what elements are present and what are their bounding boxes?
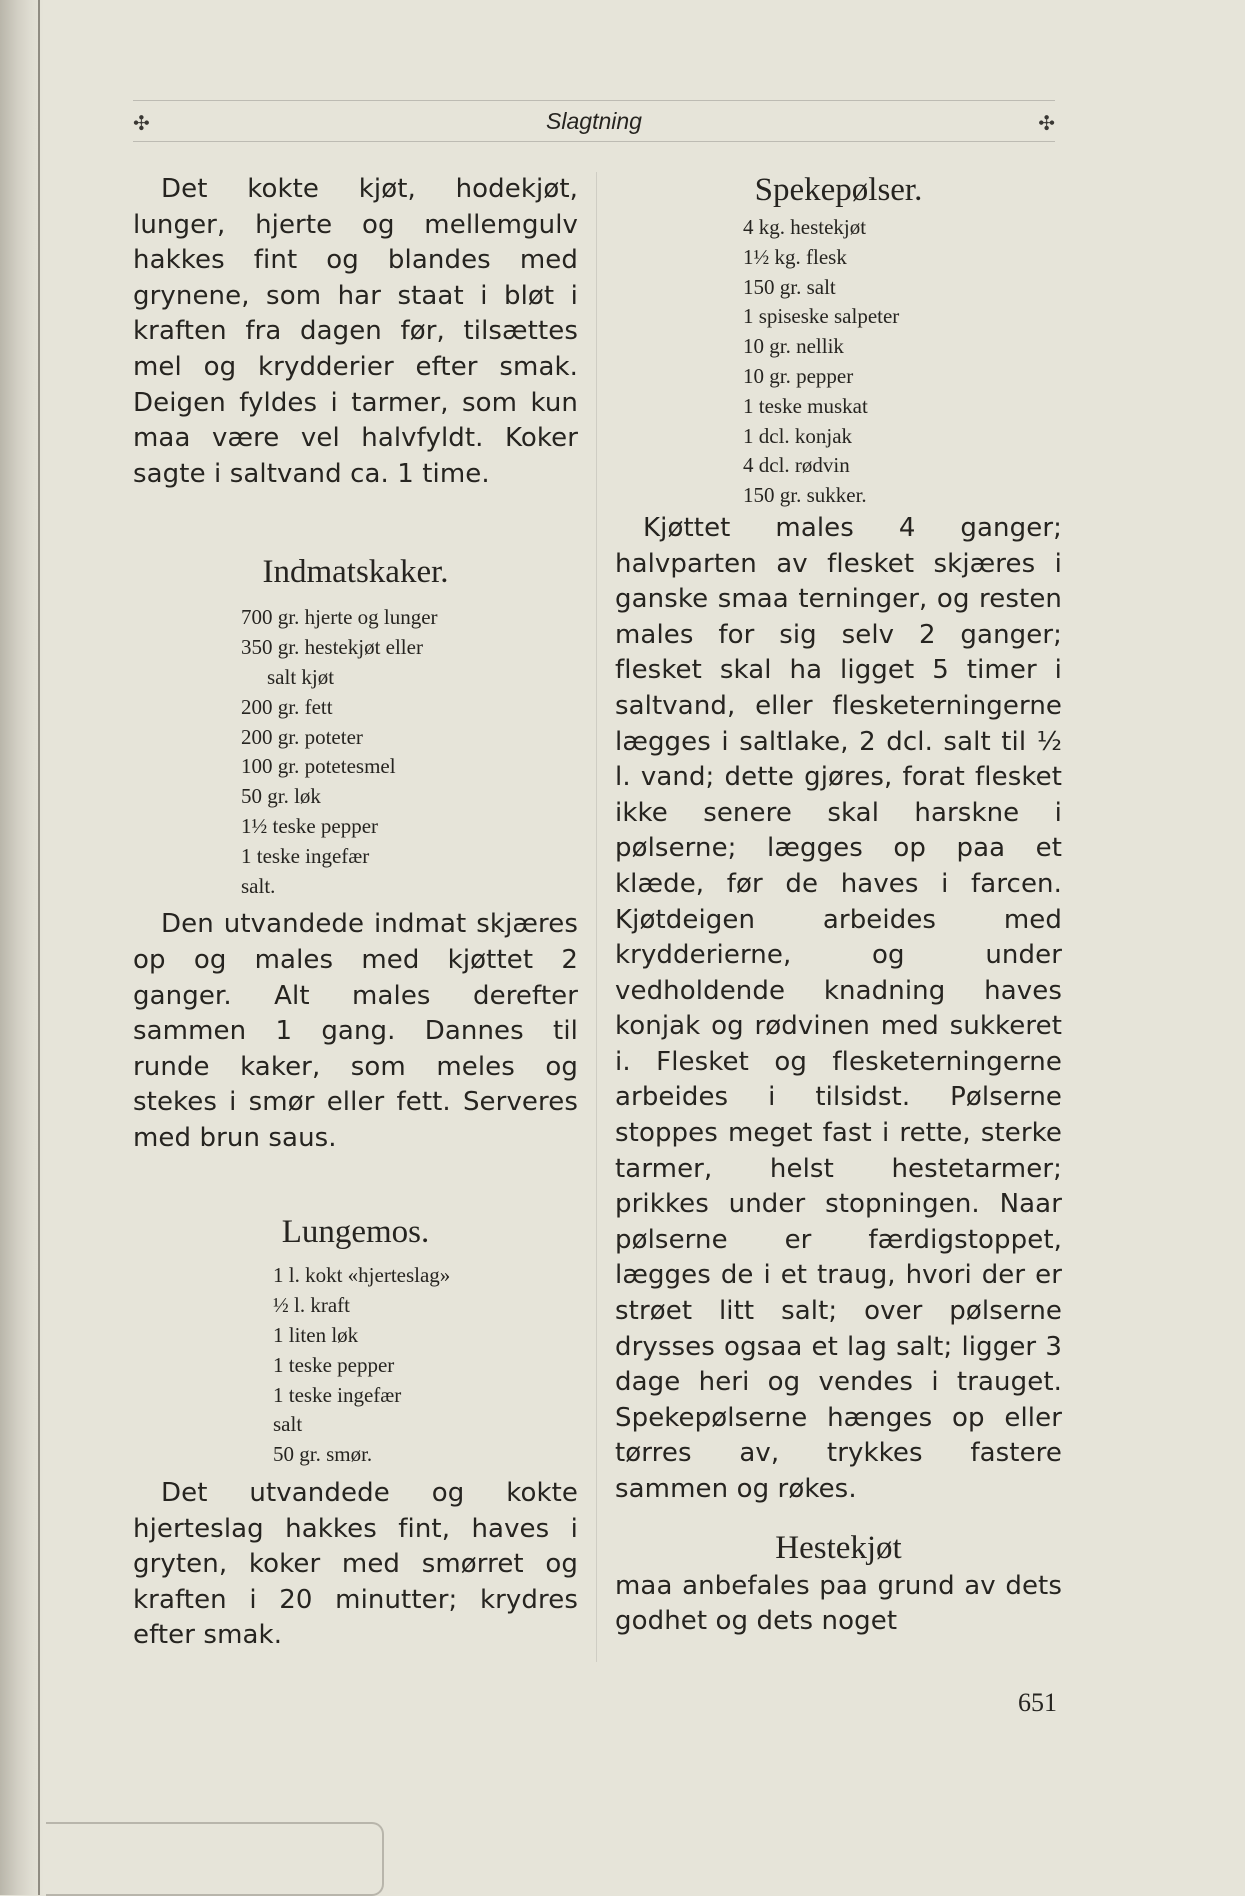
hestekjot-heading: Hestekjøt [775, 1529, 902, 1566]
lungemos-ingredients [273, 1261, 578, 1470]
ingredient-item: 150 gr. salt [743, 274, 836, 299]
column-divider [596, 172, 597, 1662]
ingredient-item: ½ l. kraft [273, 1293, 350, 1318]
ingredient-item: 1½ kg. flesk [743, 244, 847, 269]
ingredient-item: salt [273, 1412, 303, 1437]
ingredient-item: 200 gr. poteter [241, 724, 363, 749]
ingredient-item: 350 gr. hestekjøt eller [241, 635, 423, 660]
ingredient-item: 1 teske muskat [743, 393, 868, 418]
ingredient-item: salt. [241, 873, 276, 898]
ingredient-item: 1 teske ingefær [241, 843, 370, 868]
ingredient-item: 1 dcl. konjak [743, 423, 853, 448]
ingredient-item: 4 kg. hestekjøt [743, 215, 867, 239]
ingredient-item: 4 dcl. rødvin [743, 453, 850, 478]
ingredient-item: 700 gr. hjerte og lunger [241, 605, 438, 630]
ornament-left-icon: ✣ [133, 111, 150, 135]
spekepolser-paragraph: Kjøttet males 4 ganger; halvparten av flesket skjæres i ganske smaa terninger, og resten males for sig selv 2 ganger; flesket skal ha ligget 5 timer i saltvand, eller flesketerningerne lægges i saltlake, 2 dcl. salt til ½ l. vand; dette gjøres, forat flesket ikke senere skal harskne i pølserne; lægges op paa et klæde, før de haves i farcen. Kjøtdeigen arbeides med krydderierne, og under vedholdende knadning haves konjak og rødvinen med sukkeret i. Flesket og flesketerningerne arbeides i tilsidst. Pølserne stoppes meget fast i rette, sterke tarmer, helst hestetarmer; prikkes under stopningen. Naar pølserne er færdigstoppet, lægges de i et traug, hvori der er strøet litt salt; over pølserne drysses ogsaa et lag salt; ligger 3 dage heri og vendes i trauget. Spekepølserne hænges op eller tørres av, trykkes fastere sammen og røkes. [615, 512, 1062, 1504]
right-column [615, 172, 1062, 1640]
scan-corner-mark [46, 1822, 384, 1896]
binding-edge-line [38, 0, 40, 1895]
ingredient-item: 50 gr. løk [241, 784, 321, 809]
ingredient-item: 100 gr. potetesmel [241, 754, 396, 779]
ingredient-item: 150 gr. sukker. [743, 483, 867, 508]
indmatskaker-ingredients [241, 603, 578, 901]
ornament-right-icon: ✣ [1038, 111, 1055, 135]
indmatskaker-paragraph: Den utvandede indmat skjæres op og males med kjøttet 2 ganger. Alt males derefter sammen 1 gang. Dannes til runde kaker, som meles og stekes i smør eller fett. Serveres med brun saus. [133, 909, 578, 1153]
running-header [133, 100, 1055, 142]
ingredient-item: 1 spiseske salpeter [743, 304, 900, 329]
ingredient-item: 10 gr. nellik [743, 334, 844, 359]
ingredient-item: 10 gr. pepper [743, 363, 854, 388]
ingredient-item: 1 l. kokt «hjerteslag» [273, 1263, 451, 1288]
intro-paragraph: Det kokte kjøt, hodekjøt, lunger, hjerte og mellemgulv hakkes fint og blandes med grynene, som har staat i bløt i kraften fra dagen før, tilsættes mel og krydderier efter smak. Deigen fyldes i tarmer, som kun maa være vel halvfyldt. Koker sagte i saltvand ca. 1 time. [133, 174, 578, 489]
ingredient-item: 50 gr. smør. [273, 1442, 373, 1467]
running-title: Slagtning [546, 108, 642, 134]
left-column [133, 172, 578, 1654]
indmatskaker-heading: Indmatskaker. [262, 554, 449, 591]
ingredient-item: 1½ teske pepper [241, 813, 379, 838]
lungemos-heading: Lungemos. [281, 1214, 430, 1251]
page-number: 651 [1018, 1688, 1057, 1717]
ingredient-item: salt kjøt [267, 664, 335, 689]
spekepolser-heading: Spekepølser. [754, 172, 923, 208]
hestekjot-paragraph: maa anbefales paa grund av dets godhet og dets noget [615, 1570, 1062, 1637]
ingredient-item: 1 teske pepper [273, 1352, 395, 1377]
spekepolser-ingredients [743, 213, 1062, 511]
ingredient-item: 200 gr. fett [241, 694, 333, 719]
ingredient-item: 1 teske ingefær [273, 1382, 402, 1407]
lungemos-paragraph: Det utvandede og kokte hjerteslag hakkes fint, haves i gryten, koker med smørret og kraften i 20 minutter; krydres efter smak. [133, 1478, 578, 1651]
ingredient-item: 1 liten løk [273, 1323, 359, 1348]
